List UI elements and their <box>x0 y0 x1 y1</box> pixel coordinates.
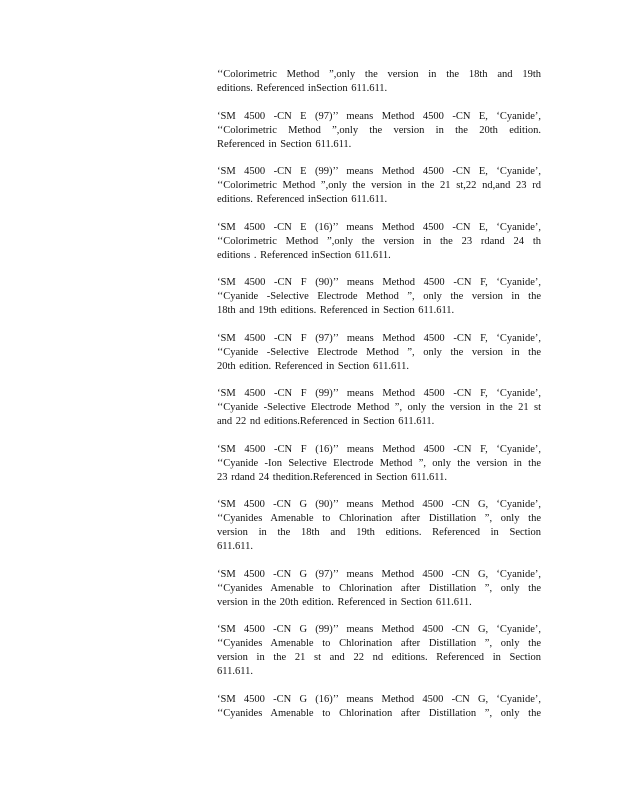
text-line: ‘‘Cyanide -Selective Electrode Method ”, only the version in the <box>217 291 541 302</box>
text-line: 611.611. <box>217 666 253 677</box>
text-line: version in the 18th and 19th editions. Referenced in Section <box>217 527 541 538</box>
text-line: ‘SM 4500 -CN E (99)’’ means Method 4500 -CN E, ‘Cyanide’, <box>217 166 541 177</box>
text-line: ‘‘Cyanide -Ion Selective Electrode Method ”, only the version in the <box>217 457 541 469</box>
text-line: ‘‘Cyanide -Selective Electrode Method ”, only the version in the <box>217 346 541 358</box>
text-line: 18th and 19th editions. Referenced in Section 611.611. <box>217 305 455 316</box>
text-line: ‘SM 4500 -CN F (90)’’ means Method 4500 -CN F, ‘Cyanide’, <box>217 277 541 288</box>
text-line: 611.611. <box>217 541 253 552</box>
definition-paragraph <box>217 165 541 207</box>
definition-paragraph <box>217 693 541 721</box>
text-line: ‘SM 4500 -CN F (99)’’ means Method 4500 -CN F, ‘Cyanide’, <box>217 388 541 399</box>
definition-paragraph <box>217 498 541 554</box>
text-line: ‘SM 4500 -CN G (99)’’ means Method 4500 -CN G, ‘Cyanide’, <box>217 624 541 635</box>
text-line: ‘SM 4500 -CN G (16)’’ means Method 4500 -CN G, ‘Cyanide’, <box>217 693 541 705</box>
text-line: ‘‘Cyanide -Selective Electrode Method ”, only the version in the 21 st <box>217 402 541 413</box>
document-body <box>217 68 541 734</box>
text-line: ‘‘Cyanides Amenable to Chlorination after Distillation ”, only the <box>217 638 541 649</box>
text-line: ‘SM 4500 -CN G (90)’’ means Method 4500 -CN G, ‘Cyanide’, <box>217 499 541 510</box>
text-line: editions. Referenced inSection 611.611. <box>217 83 388 94</box>
text-line: ‘SM 4500 -CN E (16)’’ means Method 4500 -CN E, ‘Cyanide’, <box>217 221 541 233</box>
definition-paragraph <box>217 332 541 374</box>
text-line: ‘‘Colorimetric Method ”,only the version in the 18th and 19th <box>217 69 541 80</box>
definition-paragraph <box>217 221 541 263</box>
text-line: editions . Referenced inSection 611.611. <box>217 249 391 261</box>
text-line: ‘SM 4500 -CN G (97)’’ means Method 4500 -CN G, ‘Cyanide’, <box>217 568 541 580</box>
text-line: ‘SM 4500 -CN F (16)’’ means Method 4500 -CN F, ‘Cyanide’, <box>217 443 541 455</box>
text-line: ‘‘Colorimetric Method ”,only the version in the 23 rdand 24 th <box>217 235 541 247</box>
text-line: and 22 nd editions.Referenced in Section 611.611. <box>217 416 435 427</box>
text-line: version in the 21 st and 22 nd editions. Referenced in Section <box>217 652 541 663</box>
definition-paragraph <box>217 110 541 152</box>
text-line: Referenced in Section 611.611. <box>217 138 352 150</box>
text-line: ‘SM 4500 -CN E (97)’’ means Method 4500 -CN E, ‘Cyanide’, <box>217 110 541 122</box>
text-line: version in the 20th edition. Referenced in Section 611.611. <box>217 596 472 608</box>
text-line: ‘SM 4500 -CN F (97)’’ means Method 4500 -CN F, ‘Cyanide’, <box>217 332 541 344</box>
text-line: editions. Referenced inSection 611.611. <box>217 194 388 205</box>
definition-paragraph <box>217 276 541 318</box>
definition-paragraph <box>217 68 541 96</box>
text-line: ‘‘Colorimetric Method ”,only the version in the 21 st,22 nd,and 23 rd <box>217 180 541 191</box>
definition-paragraph <box>217 387 541 429</box>
text-line: ‘‘Cyanides Amenable to Chlorination after Distillation ”, only the <box>217 582 541 594</box>
definition-paragraph <box>217 443 541 485</box>
text-line: ‘‘Colorimetric Method ”,only the version in the 20th edition. <box>217 124 541 136</box>
definition-paragraph <box>217 623 541 679</box>
text-line: 23 rdand 24 thedition.Referenced in Section 611.611. <box>217 471 448 483</box>
text-line: ‘‘Cyanides Amenable to Chlorination after Distillation ”, only the <box>217 513 541 524</box>
text-line: 20th edition. Referenced in Section 611.611. <box>217 360 410 372</box>
text-line: ‘‘Cyanides Amenable to Chlorination after Distillation ”, only the <box>217 707 541 719</box>
definition-paragraph <box>217 568 541 610</box>
